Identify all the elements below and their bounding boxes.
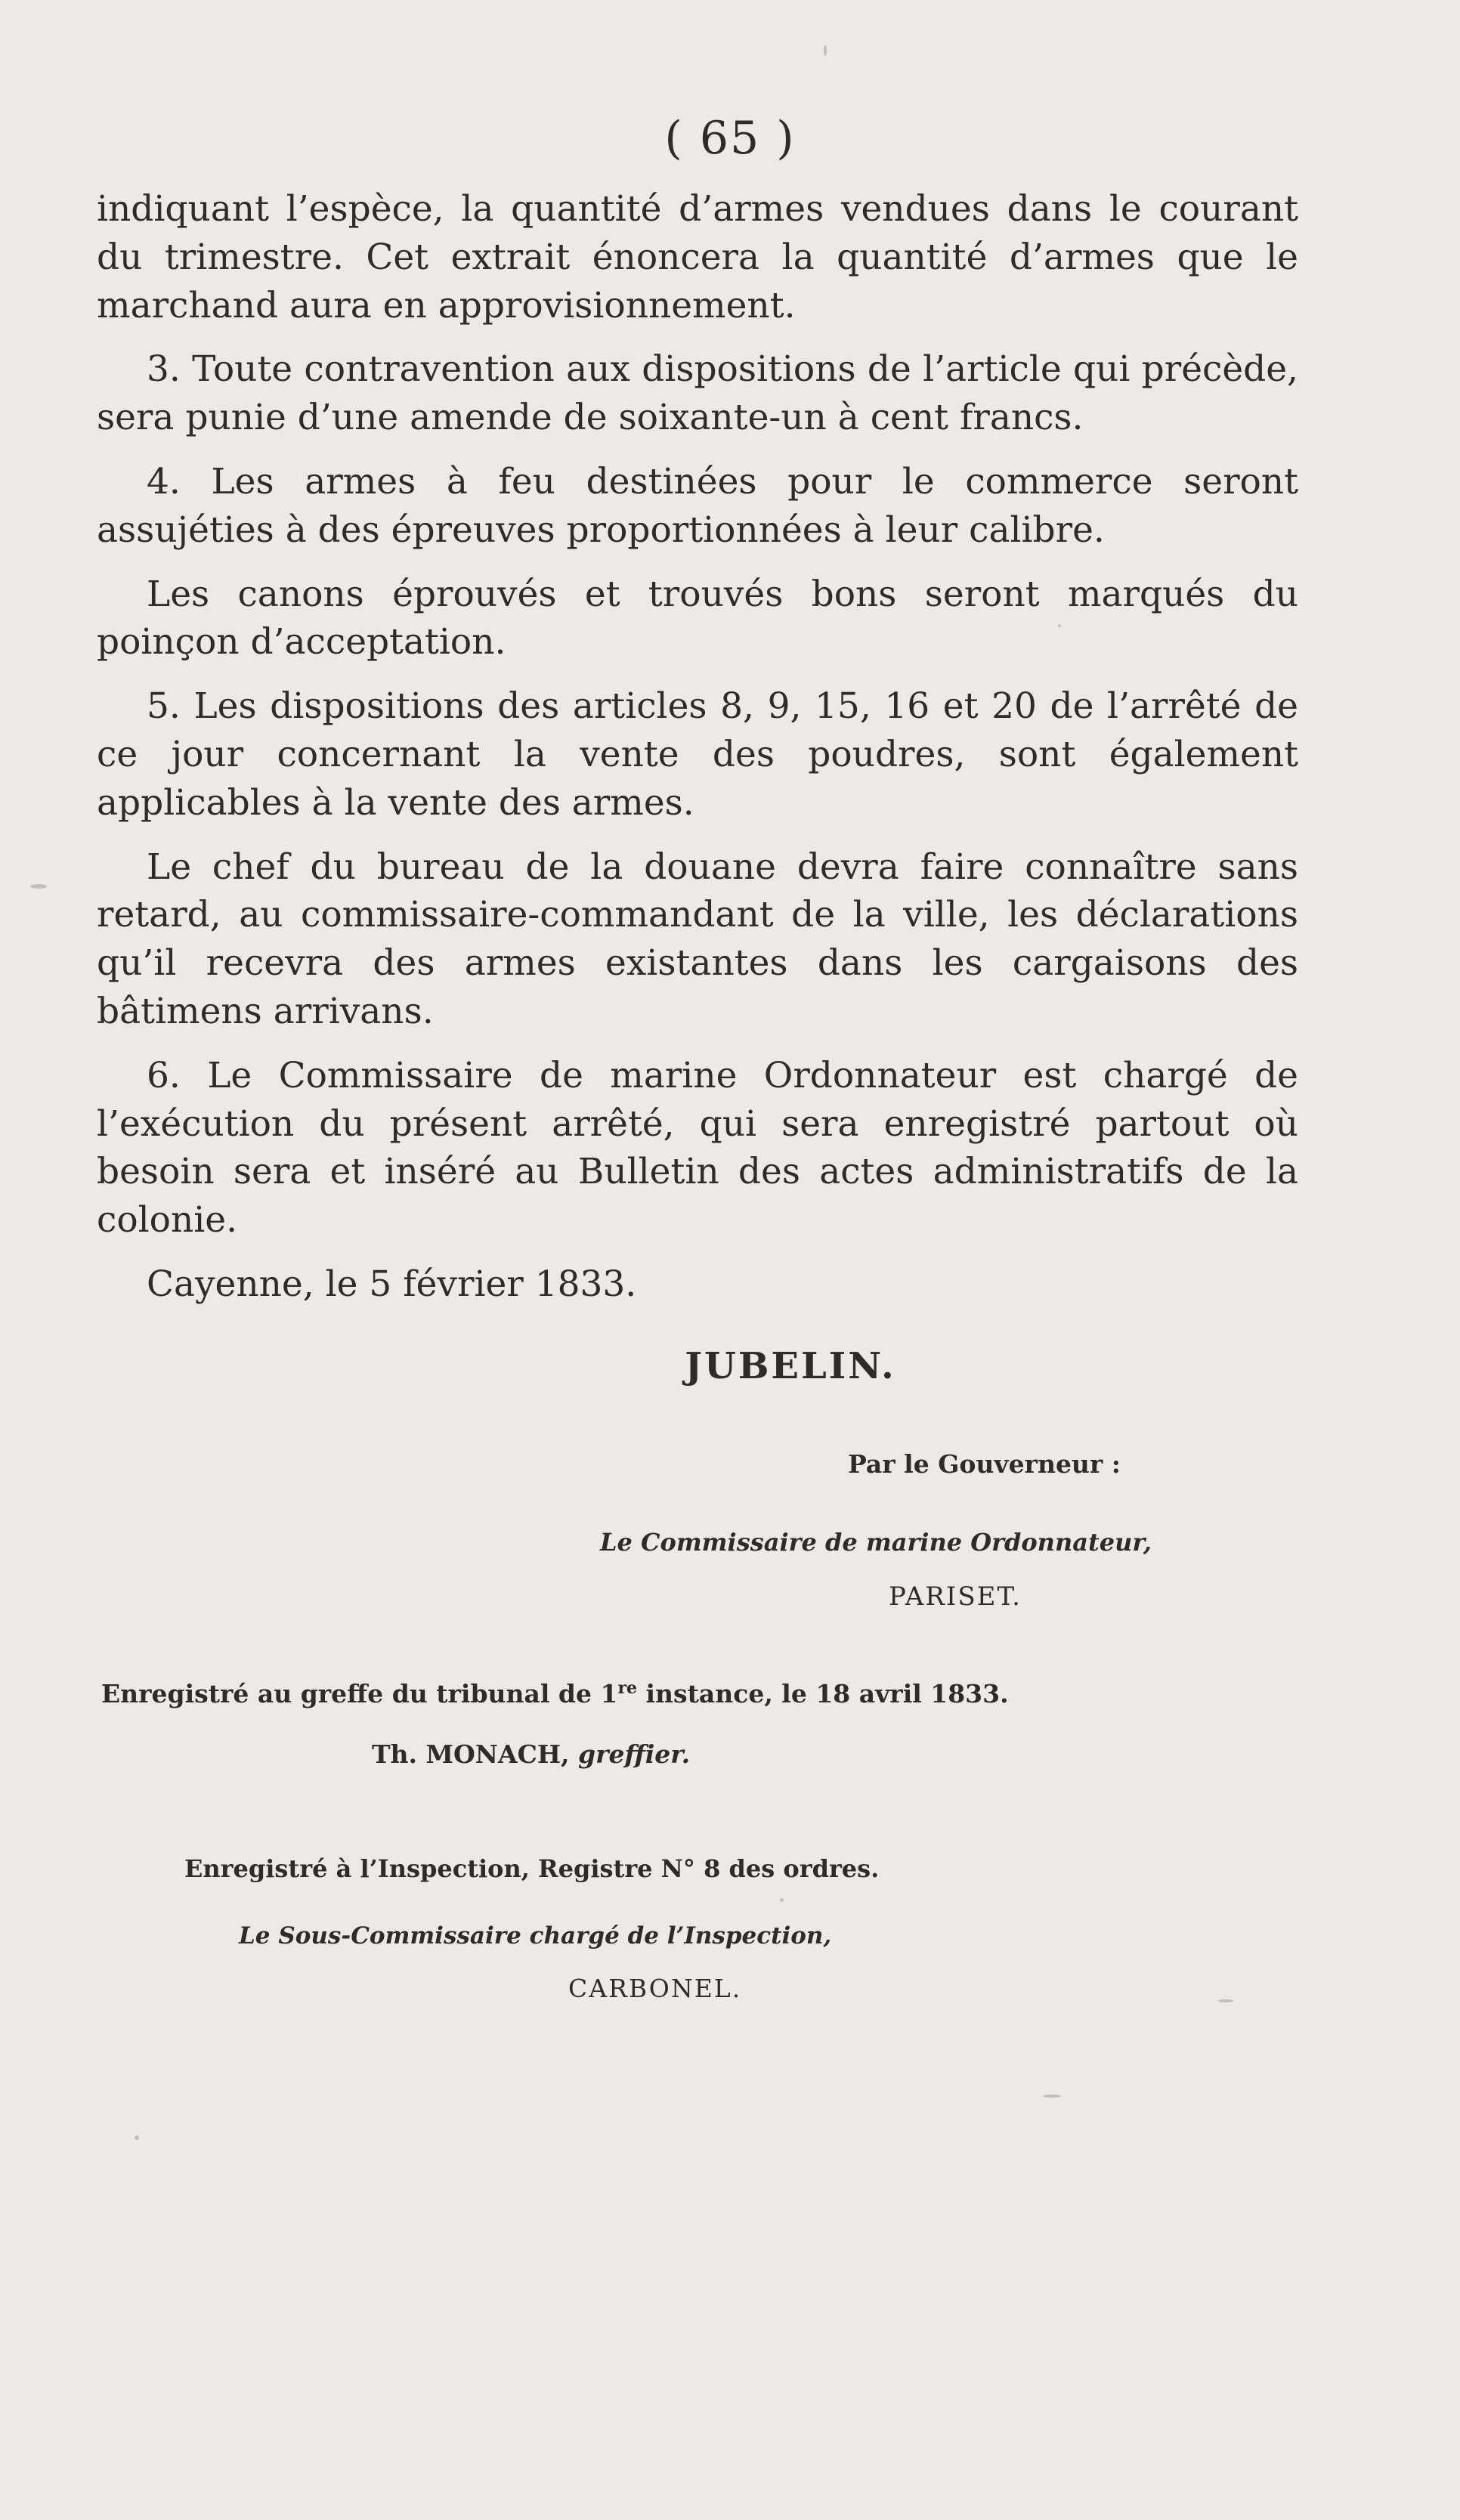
greffe-superscript: re bbox=[617, 1678, 638, 1698]
paper-speck bbox=[30, 884, 47, 889]
souscommissaire-title: Le Sous-Commissaire chargé de l’Inspection, bbox=[239, 1922, 832, 1950]
paper-speck bbox=[1218, 1999, 1233, 2002]
paper-speck bbox=[135, 2135, 139, 2140]
governor-signature: JUBELIN. bbox=[685, 1345, 896, 1387]
paper-speck bbox=[780, 1898, 784, 1902]
paragraph-continuation: indiquant l’espèce, la quantité d’armes vendues dans le courant du trimestre. Cet extrait énoncera la quantité d’armes que le marchand aura en approvisionnement. bbox=[97, 188, 1298, 326]
greffe-text-end: instance, le 18 avril 1833. bbox=[637, 1679, 1009, 1708]
pariset-signature: PARISET. bbox=[889, 1582, 1022, 1612]
greffe-text-start: Enregistré au greffe du tribunal de 1 bbox=[101, 1679, 618, 1708]
article-4: 4. Les armes à feu destinées pour le commerce seront assujéties à des épreuves proportionnées à leur calibre. bbox=[97, 460, 1298, 551]
monach-signature-line bbox=[372, 1739, 690, 1769]
article-3: 3. Toute contravention aux dispositions de l’article qui précède, sera punie d’une amende de soixante-un à cent francs. bbox=[97, 348, 1298, 439]
paper-speck bbox=[1043, 2095, 1061, 2098]
paper-speck bbox=[824, 45, 827, 56]
paper-speck bbox=[1058, 624, 1061, 627]
article-6: 6. Le Commissaire de marine Ordonnateur est chargé de l’exécution du présent arrêté, qui sera enregistré partout où besoin sera et inséré au Bulletin des actes administratifs de la colonie. bbox=[97, 1054, 1298, 1241]
par-le-gouverneur: Par le Gouverneur : bbox=[848, 1449, 1121, 1479]
place-date: Cayenne, le 5 février 1833. bbox=[147, 1263, 637, 1305]
greffe-registration bbox=[101, 1679, 1009, 1708]
article-5: 5. Les dispositions des articles 8, 9, 15, 16 et 20 de l’arrêté de ce jour concernant la vente des poudres, sont également applicables à la vente des armes. bbox=[97, 685, 1298, 824]
page-number: ( 65 ) bbox=[664, 112, 796, 165]
monach-title: greffier. bbox=[578, 1739, 691, 1769]
article-4-canons: Les canons éprouvés et trouvés bons seront marqués du poinçon d’acceptation. bbox=[97, 573, 1298, 663]
monach-name: Th. MONACH, bbox=[372, 1739, 570, 1769]
body-text bbox=[97, 185, 1298, 1325]
article-5-douane: Le chef du bureau de la douane devra faire connaître sans retard, au commissaire-commandant de la ville, les déclarations qu’il recevra des armes existantes dans les cargaisons des bâtimens arrivans. bbox=[97, 846, 1298, 1032]
commissaire-title: Le Commissaire de marine Ordonnateur, bbox=[600, 1528, 1152, 1557]
inspection-registration: Enregistré à l’Inspection, Registre N° 8 des ordres. bbox=[184, 1854, 880, 1883]
carbonel-signature: CARBONEL. bbox=[568, 1974, 742, 2003]
